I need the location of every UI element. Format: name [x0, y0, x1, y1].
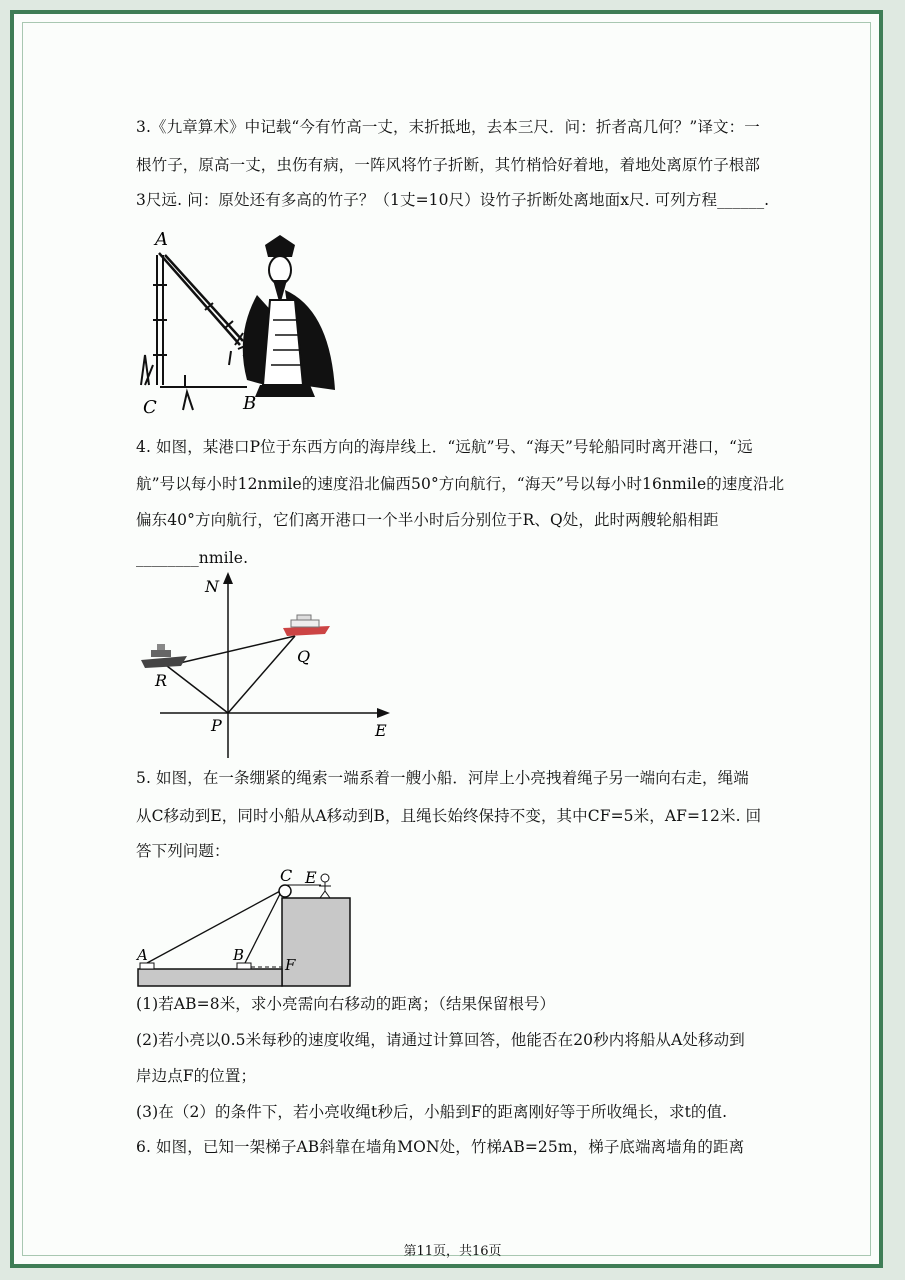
- boat-rope-diagram: [135, 866, 355, 988]
- problem-5-part-1: (1)若AB=8米，求小亮需向右移动的距离；（结果保留根号）: [136, 995, 556, 1013]
- problem-6-line-1: 6. 如图，已知一架梯子AB斜靠在墙角MON处，竹梯AB=25m，梯子底端离墙角的距离: [136, 1138, 745, 1156]
- bamboo-scholar-figure: [135, 225, 350, 420]
- label-F: F: [285, 956, 296, 974]
- problem-4-line-1: 4. 如图，某港口P位于东西方向的海岸线上．“远航”号、“海天”号轮船同时离开港口，“远: [136, 438, 753, 456]
- label-B: B: [243, 393, 257, 414]
- problem-5-part-3: (3)在（2）的条件下，若小亮收绳t秒后，小船到F的距离刚好等于所收绳长，求t的值.: [136, 1103, 728, 1121]
- label-R: R: [155, 671, 168, 690]
- problem-4-line-2: 航”号以每小时12nmile的速度沿北偏西50°方向航行，“海天”号以每小时16nmile的速度沿北: [136, 475, 785, 493]
- harbor-diagram: [135, 568, 400, 763]
- problem-4-line-4: ________nmile.: [136, 549, 249, 567]
- page-footer: 第11页，共16页: [403, 1244, 502, 1259]
- problem-5-part-2-line-1: (2)若小亮以0.5米每秒的速度收绳，请通过计算回答，他能否在20秒内将船从A处移动到: [136, 1031, 745, 1049]
- problem-3-line-2: 根竹子，原高一丈，虫伤有病，一阵风将竹子折断，其竹梢恰好着地，着地处离原竹子根部: [136, 156, 761, 174]
- label-P: P: [211, 716, 222, 735]
- problem-3-line-1: 3.《九章算术》中记载“今有竹高一丈，末折抵地，去本三尺．问：折者高几何？”译文：一: [136, 118, 760, 136]
- label-B: B: [233, 946, 245, 964]
- label-E: E: [305, 868, 317, 887]
- label-N: N: [205, 577, 219, 596]
- label-A: A: [155, 229, 168, 250]
- label-C: C: [280, 866, 293, 885]
- label-Q: Q: [297, 647, 311, 666]
- problem-5-part-2-line-2: 岸边点F的位置；: [136, 1067, 257, 1085]
- label-E: E: [375, 721, 387, 740]
- problem-5-line-1: 5. 如图，在一条绷紧的绳索一端系着一艘小船．河岸上小亮拽着绳子另一端向右走，绳端: [136, 769, 749, 787]
- label-C: C: [143, 397, 157, 418]
- problem-5-line-2: 从C移动到E，同时小船从A移动到B，且绳长始终保持不变，其中CF=5米，AF=12米. 回: [136, 807, 762, 825]
- problem-5-line-3: 答下列问题：: [136, 842, 230, 860]
- problem-3-line-3: 3尺远. 问：原处还有多高的竹子？（1丈=10尺）设竹子折断处离地面x尺. 可列方程______.: [136, 191, 770, 209]
- problem-4-line-3: 偏东40°方向航行，它们离开港口一个半小时后分别位于R、Q处，此时两艘轮船相距: [136, 511, 719, 529]
- label-A: A: [137, 946, 148, 964]
